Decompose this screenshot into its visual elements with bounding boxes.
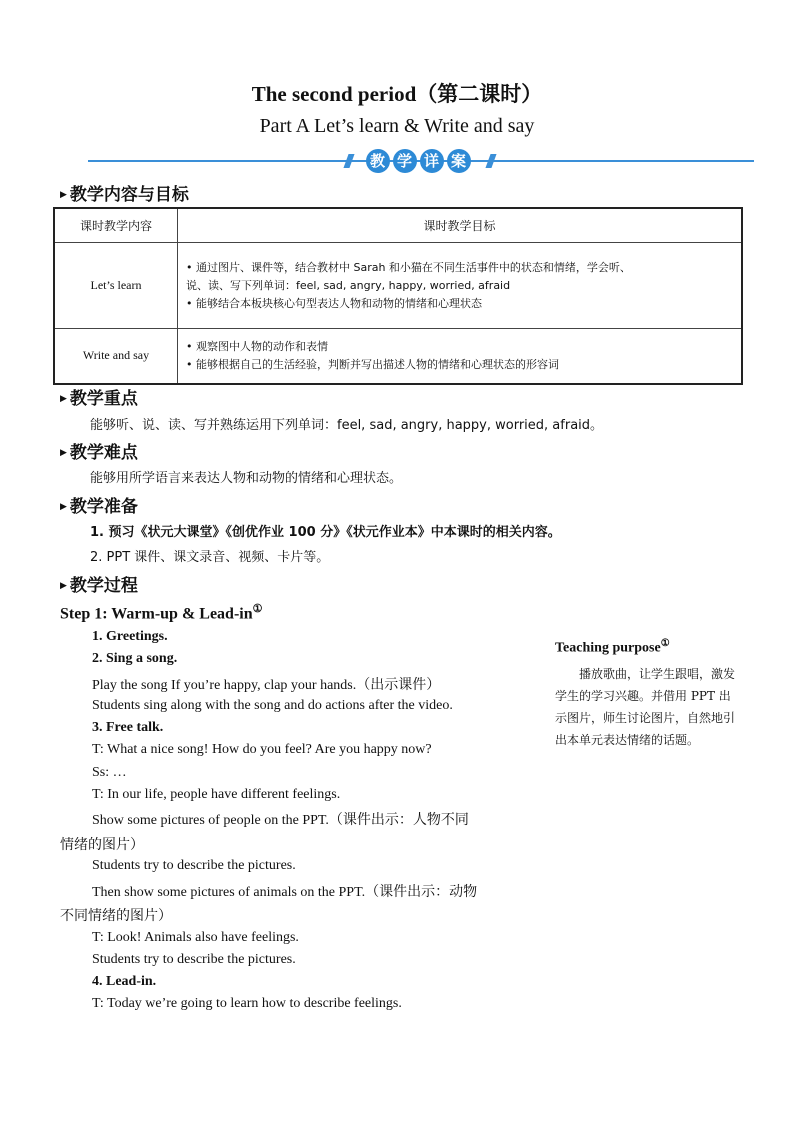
process-line: 1. Greetings. [92, 629, 168, 644]
banner-char: 学 [393, 149, 417, 173]
banner-label [358, 149, 478, 173]
preparation-item: 2. PPT 课件、课文录音、视频、卡片等。 [90, 550, 330, 565]
section-heading-preparation: ▶ 教学准备 [60, 497, 138, 517]
table-row [54, 243, 742, 329]
page-title: The second period（第二课时） [251, 82, 543, 106]
process-line: 3. Free talk. [92, 720, 164, 735]
banner-char: 案 [447, 149, 471, 173]
section-banner [88, 148, 754, 174]
teaching-purpose-body: 播放歌曲，让学生跟唱，激发学生的学习兴趣。并借用 PPT 出示图片，师生讨论图片，自然地引出本单元表达情绪的话题。 [555, 666, 736, 747]
process-line: Students sing along with the song and do actions after the video. [92, 698, 453, 713]
table-header-cell: 课时教学内容 [54, 208, 178, 243]
table-row [54, 329, 742, 384]
goal-item: • 观察图中人物的动作和表情 [186, 339, 328, 353]
table-cell-goals [178, 243, 743, 329]
section-heading-content-goals: ▶ 教学内容与目标 [60, 185, 189, 205]
process-line: T: Today we’re going to learn how to describe feelings. [92, 996, 402, 1011]
section-heading-process: ▶ 教学过程 [60, 576, 138, 596]
process-line: 不同情绪的图片） [60, 909, 172, 924]
banner-char: 详 [420, 149, 444, 173]
process-line: Ss: … [92, 765, 127, 780]
table-cell-label: Let’s learn [54, 243, 178, 329]
goal-item: • 能够结合本板块核心句型表达人物和动物的情绪和心理状态 [186, 296, 482, 310]
banner-char: 教 [366, 149, 390, 173]
goal-item: • 能够根据自己的生活经验，判断并写出描述人物的情绪和心理状态的形容词 [186, 357, 559, 371]
section-heading-key-points: ▶ 教学重点 [60, 389, 138, 409]
teaching-purpose-heading: Teaching purpose① [555, 638, 670, 656]
teaching-purpose-note [555, 638, 735, 751]
process-line: Then show some pictures of animals on the PPT.（课件出示：动物 [92, 885, 478, 900]
process-line: T: What a nice song! How do you feel? Are you happy now? [92, 742, 432, 757]
process-line: Students try to describe the pictures. [92, 858, 296, 873]
preparation-item: 1. 预习《状元大课堂》《创优作业 100 分》《状元作业本》中本课时的相关内容。 [90, 525, 561, 540]
difficulties-text: 能够用所学语言来表达人物和动物的情绪和心理状态。 [90, 471, 403, 486]
table-cell-label: Write and say [54, 329, 178, 384]
triangle-bullet-icon: ▶ [60, 448, 67, 458]
table-cell-goals [178, 329, 743, 384]
triangle-bullet-icon: ▶ [60, 190, 67, 200]
process-line: Play the song If you’re happy, clap your hands.（出示课件） [92, 678, 441, 693]
process-line: 情绪的图片） [60, 838, 144, 853]
section-heading-difficulties: ▶ 教学难点 [60, 443, 138, 463]
goals-table [53, 207, 743, 385]
process-line: T: Look! Animals also have feelings. [92, 930, 299, 945]
step-heading: Step 1: Warm-up & Lead-in① [60, 603, 263, 623]
table-header-cell: 课时教学目标 [178, 208, 743, 243]
process-line: Students try to describe the pictures. [92, 952, 296, 967]
page-subtitle: Part A Let’s learn & Write and say [259, 115, 535, 137]
process-line: 4. Lead-in. [92, 974, 157, 989]
key-points-text: 能够听、说、读、写并熟练运用下列单词：feel, sad, angry, happy, worried, afraid。 [90, 418, 604, 433]
triangle-bullet-icon: ▶ [60, 394, 67, 404]
process-line: T: In our life, people have different feelings. [92, 787, 341, 802]
goal-item: 说、读、写下列单词：feel, sad, angry, happy, worried, afraid [186, 278, 511, 292]
table-header-row [54, 208, 742, 243]
process-line: Show some pictures of people on the PPT.（课件出示：人物不同 [92, 813, 469, 828]
triangle-bullet-icon: ▶ [60, 581, 67, 591]
triangle-bullet-icon: ▶ [60, 502, 67, 512]
goal-item: • 通过图片、课件等，结合教材中 Sarah 和小猫在不同生活事件中的状态和情绪，学会听、 [186, 260, 631, 274]
process-line: 2. Sing a song. [92, 651, 178, 666]
